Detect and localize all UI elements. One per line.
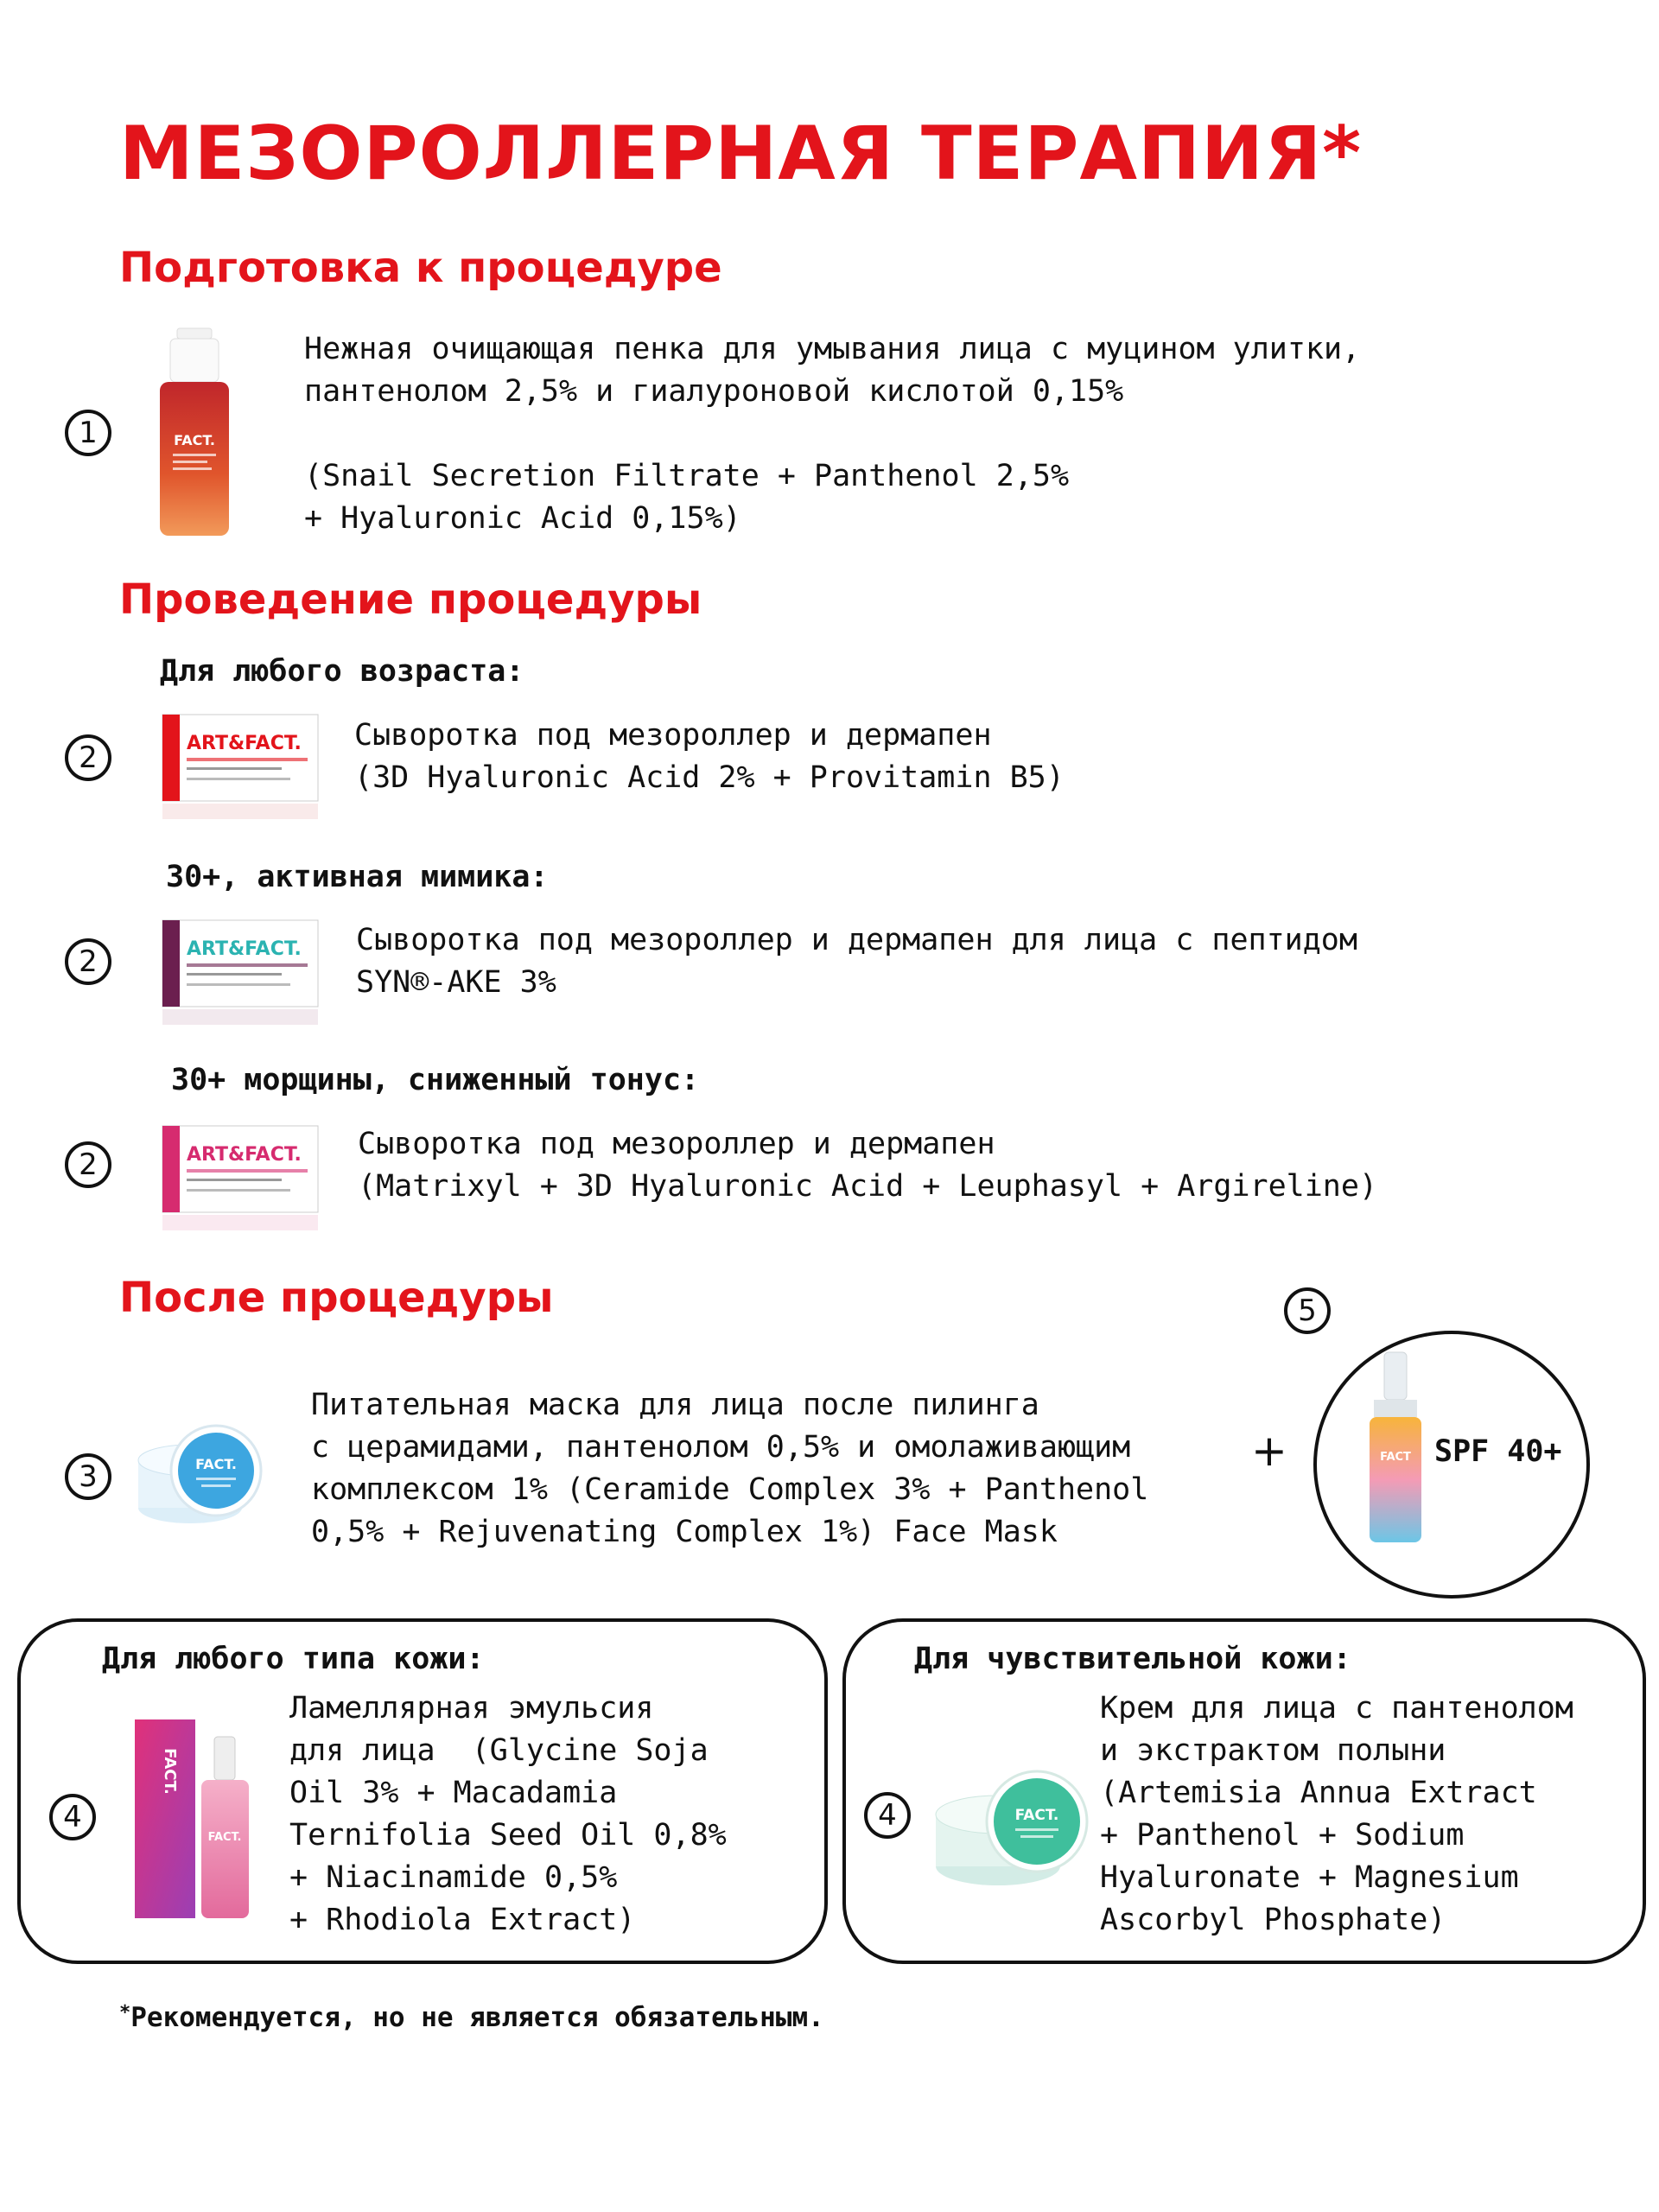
procedure-description-1: Сыворотка под мезороллер и дермапен (3D Hyaluronic Acid 2% + Provitamin B5) [354, 718, 1065, 795]
box-brand-2: ART&FACT. [187, 938, 302, 960]
emulsion-box-icon [128, 1711, 275, 1927]
procedure-subheading-2: 30+, активная мимика: [166, 860, 549, 894]
step-number-2c: 2 [65, 1141, 111, 1188]
procedure-description-3: Сыворотка под мезороллер и дермапен (Matrixyl + 3D Hyaluronic Acid + Leuphasyl + Argireline) [358, 1127, 1378, 1204]
serum-box-1-image [156, 710, 328, 826]
procedure-subheading-1: Для любого возраста: [160, 654, 524, 689]
emulsion-bottle-brand: FACT. [207, 1831, 242, 1844]
footnote [119, 2002, 824, 2033]
cream-jar-icon [929, 1754, 1102, 1901]
foam-brand: FACT. [174, 432, 215, 448]
plus-sign: + [1251, 1426, 1287, 1476]
card-sensitive-skin-text: Крем для лица с пантенолом и экстрактом полыни (Artemisia Annua Extract + Panthenol + Sodium Hyaluronate + Magnesium Ascorbyl Phosphate) [1100, 1691, 1573, 1937]
step-number-2b: 2 [65, 938, 111, 985]
card-sensitive-skin-heading: Для чувствительной кожи: [914, 1642, 1351, 1676]
footnote-mark: * [119, 2002, 131, 2024]
step-number-2a: 2 [65, 734, 111, 781]
serum-box-icon [156, 916, 328, 1028]
step-number-5: 5 [1284, 1287, 1331, 1334]
foam-cleanser-image [151, 324, 238, 543]
emulsion-image [128, 1711, 275, 1930]
footnote-text: Рекомендуется, но не является обязательным. [130, 2002, 824, 2033]
mask-description: Питательная маска для лица после пилинга с церамидами, пантенолом 0,5% и омолаживающим комплексом 1% (Ceramide Complex 3% + Panthenol 0,5% + Rejuvenating Complex 1%) Face Mask [311, 1388, 1149, 1549]
section-heading-procedure: Проведение процедуры [119, 575, 702, 624]
face-mask-image [134, 1408, 264, 1541]
box-brand-3: ART&FACT. [187, 1144, 302, 1166]
mask-brand: FACT. [195, 1456, 237, 1472]
procedure-subheading-3: 30+ морщины, сниженный тонус: [171, 1063, 700, 1097]
spf-label: SPF 40+ [1434, 1434, 1562, 1469]
serum-box-3-image [156, 1122, 328, 1237]
serum-box-icon [156, 1122, 328, 1234]
step-number-1: 1 [65, 410, 111, 456]
box-brand-1: ART&FACT. [187, 733, 302, 754]
card-any-skin-text: Ламеллярная эмульсия для лица (Glycine Soja Oil 3% + Macadamia Ternifolia Seed Oil 0,8% + Niacinamide 0,5% + Rhodiola Extract) [289, 1691, 727, 1937]
step-number-4a: 4 [49, 1794, 96, 1840]
spf-bottle-icon [1357, 1348, 1434, 1547]
section-heading-prep: Подготовка к процедуре [119, 244, 722, 292]
card-any-skin-heading: Для любого типа кожи: [102, 1642, 485, 1676]
serum-box-icon [156, 710, 328, 823]
step-number-3: 3 [65, 1453, 111, 1500]
procedure-description-2: Сыворотка под мезороллер и дермапен для лица с пептидом SYN®-AKE 3% [356, 923, 1357, 1000]
spf-bottle-image [1357, 1348, 1434, 1550]
emulsion-box-brand: FACT. [161, 1748, 179, 1795]
step-number-4b: 4 [864, 1792, 911, 1839]
foam-bottle-icon [151, 324, 238, 540]
step1-description: Нежная очищающая пенка для умывания лица с муцином улитки, пантенолом 2,5% и гиалуроновой кислотой 0,15% (Snail Secretion Filtrate + Panthenol 2,5% + Hyaluronic Acid 0,15%) [304, 332, 1361, 536]
jar-icon [134, 1408, 264, 1538]
serum-box-2-image [156, 916, 328, 1032]
spf-brand: FACT [1380, 1451, 1411, 1464]
cream-jar-image [929, 1754, 1102, 1904]
page-title: МЕЗОРОЛЛЕРНАЯ ТЕРАПИЯ* [119, 111, 1363, 197]
cream-brand: FACT. [1014, 1807, 1059, 1824]
section-heading-after: После процедуры [119, 1274, 554, 1322]
